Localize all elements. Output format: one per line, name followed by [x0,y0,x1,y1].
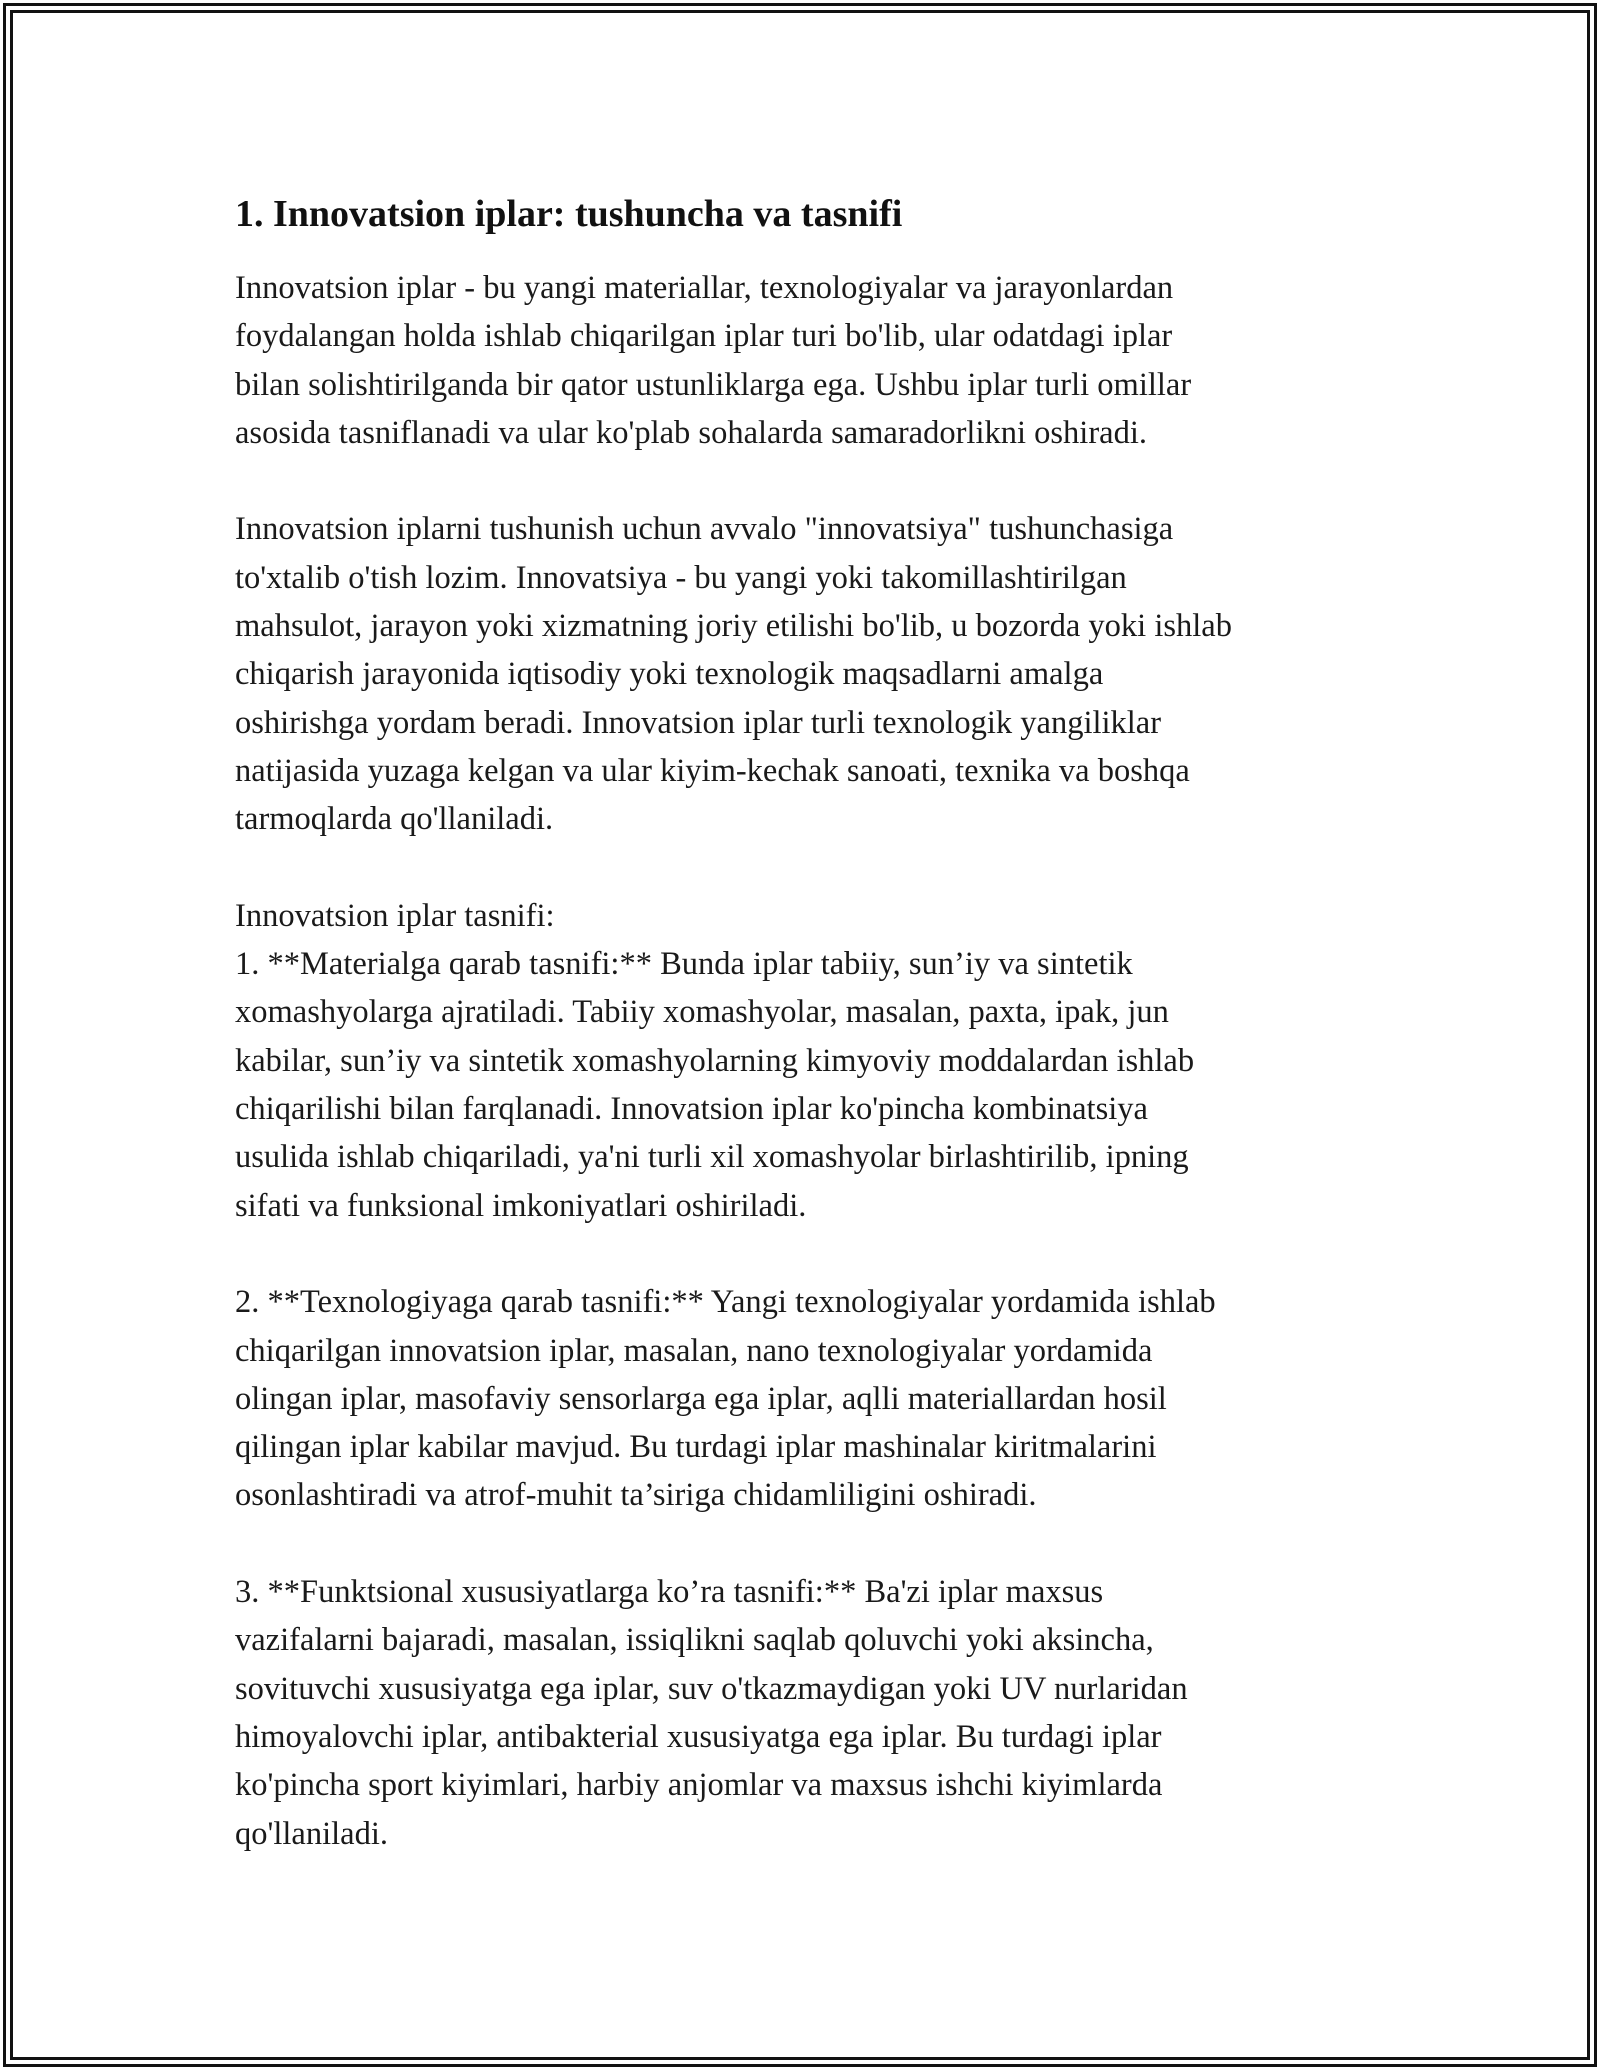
paragraph-spacer [235,1520,1375,1568]
paragraph-classification-functional: 3. **Funktsional xususiyatlarga ko’ra tasnifi:** Ba'zi iplar maxsus vazifalarni bajaradi, masalan, issiqlikni saqlab qoluvchi yoki aksincha, sovituvchi xususiyatga ega iplar, suv o'tkazmaydigan yoki UV nurlaridan himoyalovchi iplar, antibakterial xususiyatga ega iplar. Bu turdagi iplar ko'pincha sport kiyimlari, harbiy anjomlar va maxsus ishchi kiyimlarda qo'llaniladi. [235,1574,1188,1852]
paragraph-classification-technology: 2. **Texnologiyaga qarab tasnifi:** Yangi texnologiyalar yordamida ishlab chiqarilgan innovatsion iplar, masalan, nano texnologiyalar yordamida olingan iplar, masofaviy sensorlarga ega iplar, aqlli materiallardan hosil qilingan iplar kabilar mavjud. Bu turdagi iplar mashinalar kiritmalarini osonlashtiradi va atrof-muhit ta’siriga chidamliligini oshiradi. [235,1284,1216,1514]
paragraph-spacer [235,457,1375,505]
document-body [235,186,1375,1858]
paragraph-definition: Innovatsion iplar - bu yangi materiallar, texnologiyalar va jarayonlardan foydalangan holda ishlab chiqarilgan iplar turi bo'lib, ular odatdagi iplar bilan solishtirilganda bir qator ustunliklarga ega. Ushbu iplar turli omillar asosida tasniflanadi va ular ko'plab sohalarda samaradorlikni oshiradi. [235,270,1192,451]
paragraph-classification-material: Innovatsion iplar tasnifi: 1. **Materialga qarab tasnifi:** Bunda iplar tabiiy, sun’iy va sintetik xomashyolarga ajratiladi. Tabiiy xomashyolar, masalan, paxta, ipak, jun kabilar, sun’iy va sintetik xomashyolarning kimyoviy moddalardan ishlab chiqarilishi bilan farqlanadi. Innovatsion iplar ko'pincha kombinatsiya usulida ishlab chiqariladi, ya'ni turli xil xomashyolar birlashtirilib, ipning sifati va funksional imkoniyatlari oshiriladi. [235,897,1195,1224]
paragraph-spacer [235,844,1375,892]
paragraph-spacer [235,1230,1375,1278]
paragraph-innovation-concept: Innovatsion iplarni tushunish uchun avvalo "innovatsiya" tushunchasiga to'xtalib o'tish lozim. Innovatsiya - bu yangi yoki takomillashtirilgan mahsulot, jarayon yoki xizmatning joriy etilishi bo'lib, u bozorda yoki ishlab chiqarish jarayonida iqtisodiy yoki texnologik maqsadlarni amalga oshirishga yordam beradi. Innovatsion iplar turli texnologik yangiliklar natijasida yuzaga kelgan va ular kiyim-kechak sanoati, texnika va boshqa tarmoqlarda qo'llaniladi. [235,511,1232,838]
section-title: 1. Innovatsion iplar: tushuncha va tasnifi [235,193,903,235]
